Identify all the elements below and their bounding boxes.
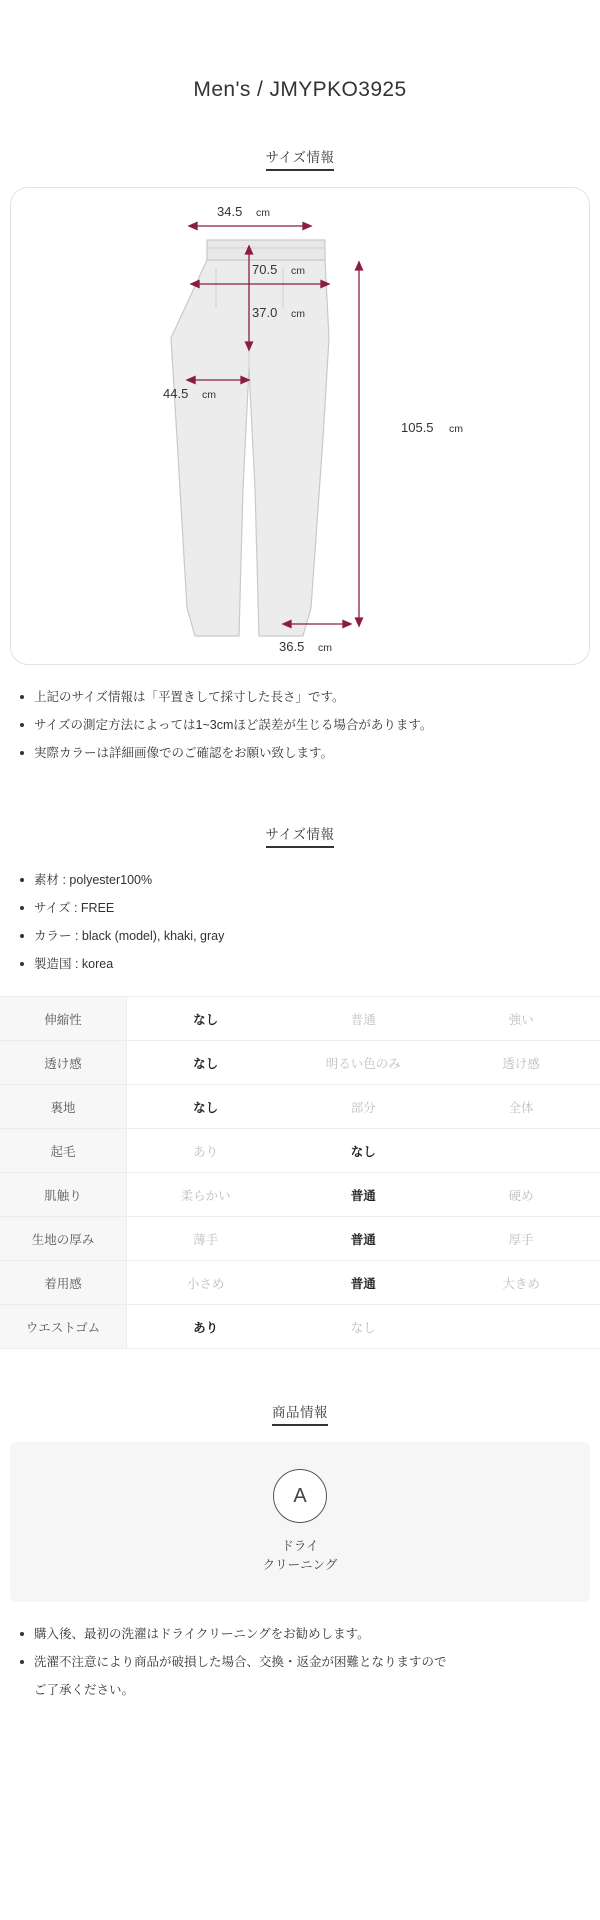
spec-info-heading	[0, 823, 600, 848]
product-info-heading	[0, 1401, 600, 1426]
dry-clean-symbol: A	[293, 1484, 307, 1507]
table-row	[0, 1173, 600, 1217]
dim-thigh-unit: cm	[202, 389, 216, 401]
size-info-heading	[0, 146, 600, 171]
row-option: 硬め	[508, 1188, 534, 1203]
list-item: カラー : black (model), khaki, gray	[34, 922, 574, 950]
page-title: Men's / JMYPKO3925	[193, 78, 407, 101]
dim-thigh-value: 44.5	[163, 386, 189, 401]
row-option: なし	[350, 1320, 376, 1335]
list-item: 購入後、最初の洗濯はドライクリーニングをお勧めします。	[34, 1620, 574, 1648]
row-option: 普通	[350, 1276, 376, 1291]
dry-clean-icon	[273, 1469, 327, 1523]
product-info-heading-label: 商品情報	[272, 1401, 328, 1426]
list-item: 洗濯不注意により商品が破損した場合、交換・返金が困難となりますので	[34, 1648, 574, 1676]
table-row	[0, 1305, 600, 1349]
dim-length-value: 105.5	[401, 420, 434, 435]
spec-table	[0, 996, 600, 1349]
care-instruction-box	[10, 1442, 590, 1602]
list-item: 素材 : polyester100%	[34, 866, 574, 894]
list-item: サイズの測定方法によっては1~3cmほど誤差が生じる場合があります。	[34, 711, 574, 739]
dim-waist-unit: cm	[256, 207, 270, 219]
dim-hem-unit: cm	[318, 642, 332, 654]
row-label: 伸縮性	[0, 997, 127, 1041]
row-option: 普通	[350, 1188, 376, 1203]
dim-hip-unit: cm	[291, 265, 305, 277]
care-label	[263, 1537, 338, 1575]
care-label-line2: クリーニング	[262, 1558, 338, 1572]
dim-hem-value: 36.5	[279, 639, 305, 654]
list-item: 製造国 : korea	[34, 950, 574, 978]
row-option: 小さめ	[186, 1276, 225, 1291]
row-option: あり	[193, 1320, 219, 1335]
care-label-line1: ドライ	[281, 1539, 319, 1553]
table-row	[0, 1085, 600, 1129]
row-option: 大きめ	[502, 1276, 540, 1291]
list-item-continuation: ご了承ください。	[34, 1683, 135, 1697]
dim-rise-value: 37.0	[252, 305, 278, 320]
spec-info-heading-label: サイズ情報	[266, 823, 335, 848]
spec-bullets-list	[0, 866, 600, 978]
row-option: なし	[193, 1100, 219, 1115]
row-label: 生地の厚み	[0, 1217, 127, 1261]
row-label: 着用感	[0, 1261, 127, 1305]
table-row	[0, 1129, 600, 1173]
list-item: 上記のサイズ情報は「平置きして採寸した長さ」です。	[34, 683, 574, 711]
row-option: 柔らかい	[180, 1188, 231, 1203]
row-option: あり	[193, 1144, 219, 1159]
row-option: 強い	[508, 1012, 534, 1027]
row-option: 薄手	[193, 1232, 219, 1247]
row-option: 透け感	[502, 1056, 540, 1071]
row-option	[442, 1129, 600, 1173]
row-option: 全体	[508, 1100, 534, 1115]
row-option: なし	[193, 1056, 219, 1071]
list-item: サイズ : FREE	[34, 894, 574, 922]
size-notes-list	[0, 683, 600, 767]
measurement-diagram-box	[10, 187, 590, 665]
size-info-heading-label: サイズ情報	[266, 146, 335, 171]
row-option: 部分	[350, 1100, 376, 1115]
row-option: 厚手	[508, 1232, 534, 1247]
table-row	[0, 1041, 600, 1085]
measurement-diagram	[11, 188, 589, 664]
spec-table-body	[0, 997, 600, 1349]
row-label: 肌触り	[0, 1173, 127, 1217]
table-row	[0, 1217, 600, 1261]
row-option: なし	[193, 1012, 219, 1027]
dim-rise-unit: cm	[291, 308, 305, 320]
dim-length-unit: cm	[449, 423, 463, 435]
table-row	[0, 997, 600, 1041]
row-label: ウエストゴム	[0, 1305, 127, 1349]
row-option: 明るい色のみ	[325, 1056, 401, 1071]
dim-waist-value: 34.5	[217, 204, 243, 219]
row-label: 透け感	[0, 1041, 127, 1085]
care-notes-list	[0, 1620, 600, 1704]
row-option: なし	[350, 1144, 376, 1159]
table-row	[0, 1261, 600, 1305]
row-option: 普通	[350, 1012, 376, 1027]
list-item: 実際カラーは詳細画像でのご確認をお願い致します。	[34, 739, 574, 767]
row-label: 起毛	[0, 1129, 127, 1173]
row-option: 普通	[350, 1232, 376, 1247]
dim-hip-value: 70.5	[252, 262, 278, 277]
row-label: 裏地	[0, 1085, 127, 1129]
row-option	[442, 1305, 600, 1349]
